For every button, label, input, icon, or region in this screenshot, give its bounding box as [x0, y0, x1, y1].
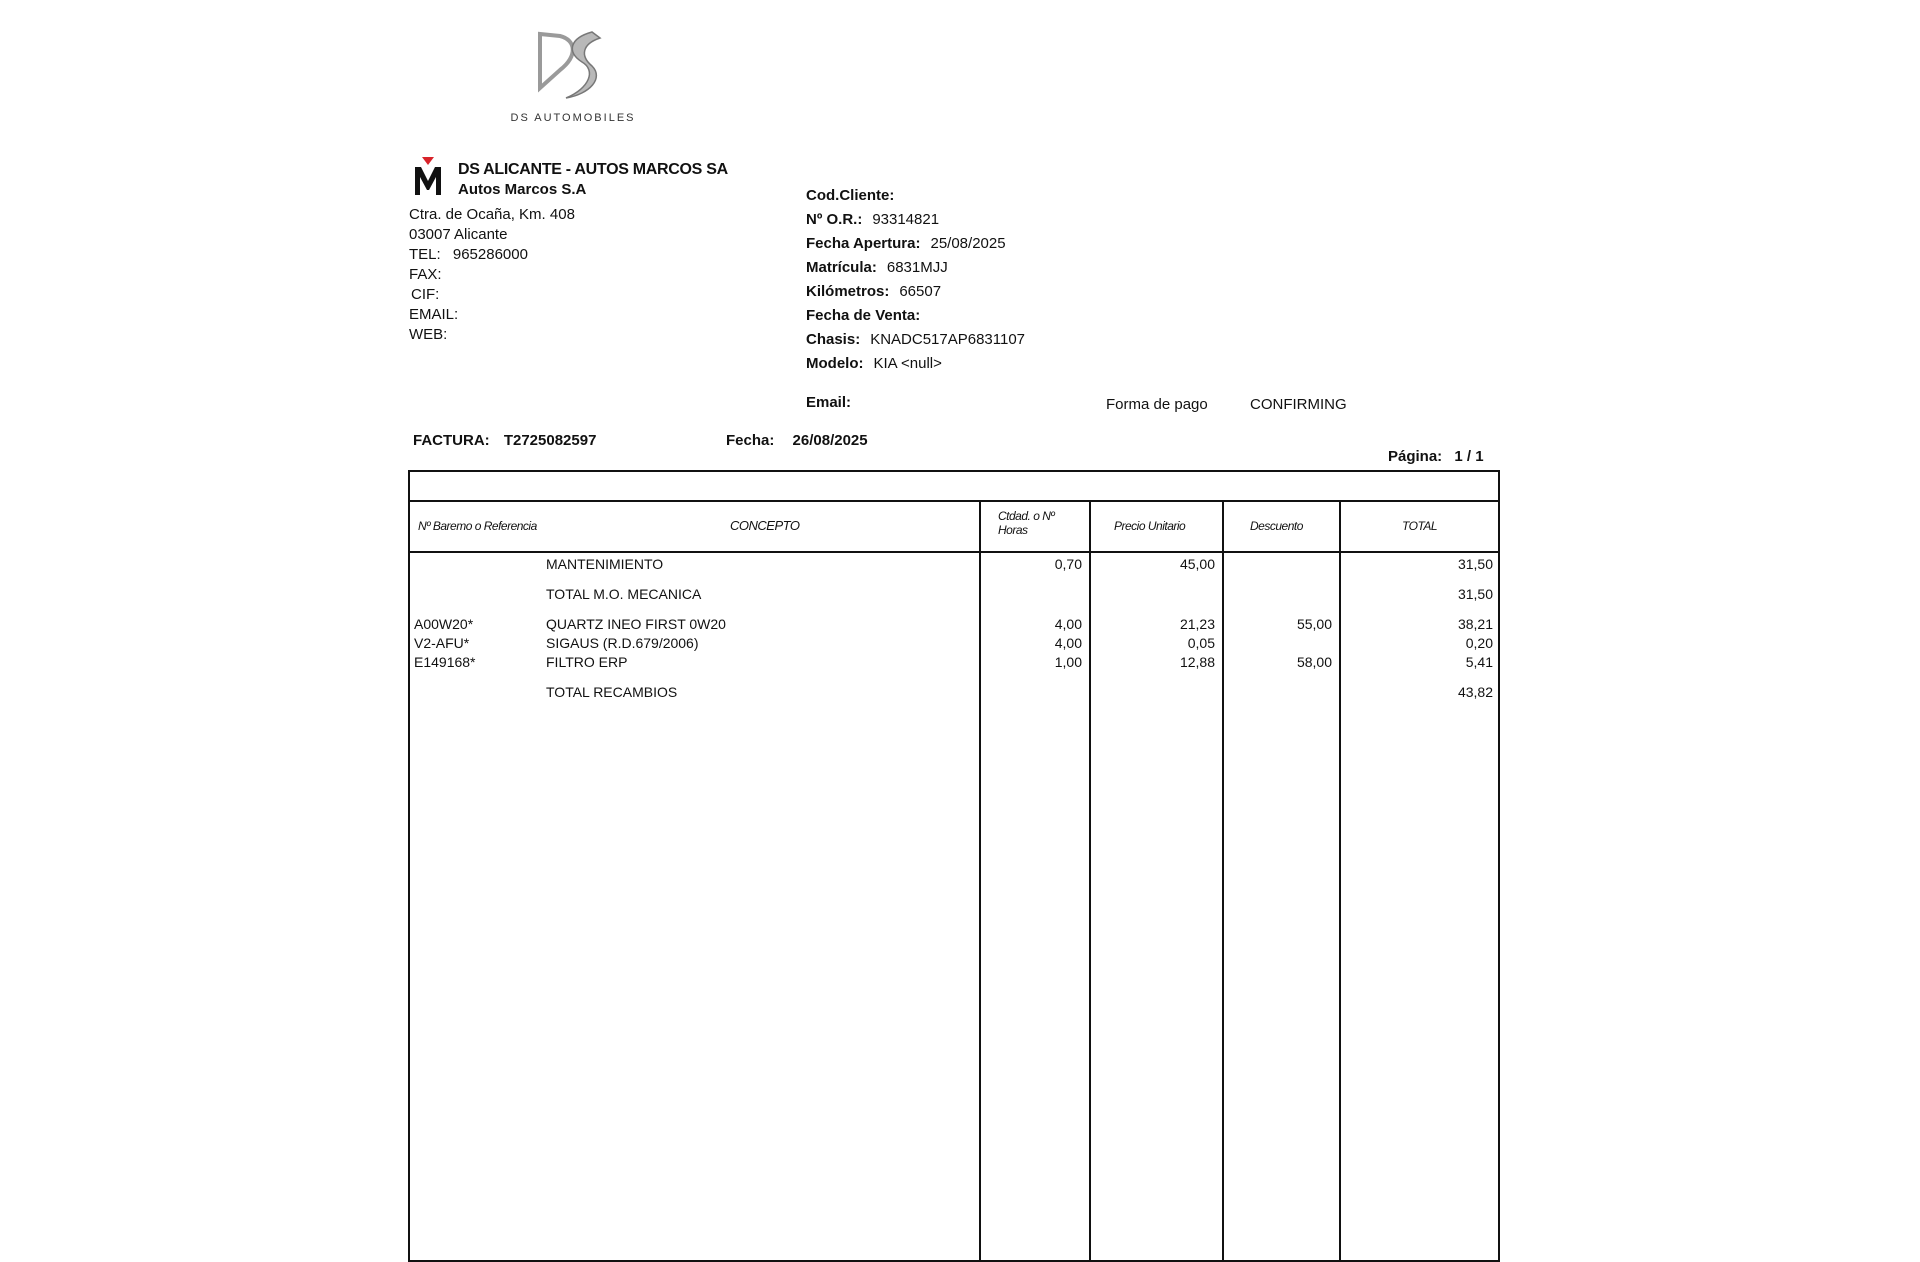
- or-value: 93314821: [872, 211, 940, 228]
- factura-label: FACTURA:: [413, 432, 490, 449]
- header-concepto: CONCEPTO: [730, 518, 800, 533]
- modelo-label: Modelo:: [806, 355, 864, 372]
- modelo: [806, 355, 942, 373]
- pagina-value: 1 / 1: [1454, 448, 1484, 465]
- or-number: [806, 211, 939, 229]
- fecha-apertura-label: Fecha Apertura:: [806, 235, 921, 252]
- header-cantidad-line2: Horas: [998, 523, 1028, 537]
- cell-concepto: SIGAUS (R.D.679/2006): [546, 635, 699, 651]
- modelo-value: KIA <null>: [873, 355, 942, 372]
- cell-concepto: QUARTZ INEO FIRST 0W20: [546, 616, 726, 632]
- cell-concepto: FILTRO ERP: [546, 654, 628, 670]
- header-cantidad-line1: Ctdad. o Nº: [998, 509, 1055, 523]
- client-email-label: Email:: [806, 394, 852, 411]
- cell-total: 38,21: [1457, 616, 1493, 632]
- cell-precio: 0,05: [1187, 635, 1215, 651]
- header-total: TOTAL: [1402, 519, 1438, 533]
- fecha-factura: [726, 432, 868, 449]
- cell-descuento: 58,00: [1296, 654, 1332, 670]
- company-tel: [409, 246, 528, 264]
- cell-concepto: MANTENIMIENTO: [546, 556, 664, 572]
- company-address-line1: Ctra. de Ocaña, Km. 408: [409, 206, 575, 223]
- cell-cantidad: 1,00: [1054, 654, 1082, 670]
- header-descuento: Descuento: [1250, 519, 1303, 533]
- col-divider-cantidad: [979, 500, 981, 1260]
- fax-label: FAX:: [409, 266, 442, 283]
- cell-precio: 21,23: [1179, 616, 1215, 632]
- matricula: [806, 259, 948, 277]
- fecha-apertura: [806, 235, 1006, 253]
- or-label: Nº O.R.:: [806, 211, 863, 228]
- client-email: [806, 394, 861, 412]
- header-ref: Nº Baremo o Referencia: [418, 519, 537, 533]
- kilometros-label: Kilómetros:: [806, 283, 890, 300]
- cell-cantidad: 4,00: [1054, 616, 1082, 632]
- fecha-apertura-value: 25/08/2025: [930, 235, 1006, 252]
- company-name: DS ALICANTE - AUTOS MARCOS SA: [458, 161, 728, 178]
- cell-ref: E149168*: [414, 654, 476, 670]
- chasis-label: Chasis:: [806, 331, 861, 348]
- factura-value: T2725082597: [503, 432, 597, 449]
- fecha-factura-label: Fecha:: [726, 432, 775, 449]
- matricula-label: Matrícula:: [806, 259, 877, 276]
- cell-cantidad: 4,00: [1054, 635, 1082, 651]
- factura: [413, 432, 596, 449]
- cell-descuento: 55,00: [1296, 616, 1332, 632]
- company-address-line2: 03007 Alicante: [409, 226, 508, 243]
- forma-pago-label: Forma de pago: [1106, 396, 1208, 413]
- tel-label: TEL:: [409, 246, 441, 263]
- header-precio: Precio Unitario: [1114, 519, 1186, 533]
- matricula-value: 6831MJJ: [886, 259, 948, 276]
- cell-concepto: TOTAL RECAMBIOS: [546, 684, 678, 700]
- cell-total: 31,50: [1457, 586, 1493, 602]
- fecha-venta: [806, 307, 930, 325]
- tel-value: 965286000: [452, 246, 528, 263]
- chasis-value: KNADC517AP6831107: [870, 331, 1026, 348]
- col-divider-total: [1339, 500, 1341, 1260]
- kilometros-value: 66507: [899, 283, 942, 300]
- cell-total: 5,41: [1465, 654, 1493, 670]
- cell-total: 43,82: [1457, 684, 1493, 700]
- cell-total: 31,50: [1457, 556, 1493, 572]
- cell-ref: V2-AFU*: [414, 635, 470, 651]
- forma-pago-value: CONFIRMING: [1250, 396, 1347, 413]
- cell-concepto: TOTAL M.O. MECANICA: [546, 586, 702, 602]
- fecha-venta-label: Fecha de Venta:: [806, 307, 921, 324]
- pagina-label: Página:: [1388, 448, 1443, 465]
- web-label: WEB:: [409, 326, 448, 343]
- cell-precio: 45,00: [1179, 556, 1215, 572]
- cell-ref: A00W20*: [414, 616, 474, 632]
- cod-cliente: [806, 187, 904, 205]
- ds-logo-icon: [530, 30, 610, 102]
- col-divider-precio: [1089, 500, 1091, 1260]
- cell-cantidad: 0,70: [1054, 556, 1082, 572]
- cell-precio: 12,88: [1179, 654, 1215, 670]
- pagina: [1388, 448, 1484, 465]
- kilometros: [806, 283, 941, 301]
- cod-cliente-label: Cod.Cliente:: [806, 187, 895, 204]
- brand-logo-text: DS AUTOMOBILES: [510, 112, 636, 124]
- autos-marcos-m-logo-icon: [413, 157, 443, 197]
- cell-total: 0,20: [1465, 635, 1493, 651]
- fecha-factura-value: 26/08/2025: [792, 432, 868, 449]
- table-header-top-line: [408, 500, 1500, 502]
- col-divider-descuento: [1222, 500, 1224, 1260]
- email-label: EMAIL:: [409, 306, 459, 323]
- cif-label: CIF:: [411, 286, 440, 303]
- table-header-bottom-line: [408, 551, 1500, 553]
- company-subname: Autos Marcos S.A: [458, 181, 587, 198]
- chasis: [806, 331, 1025, 349]
